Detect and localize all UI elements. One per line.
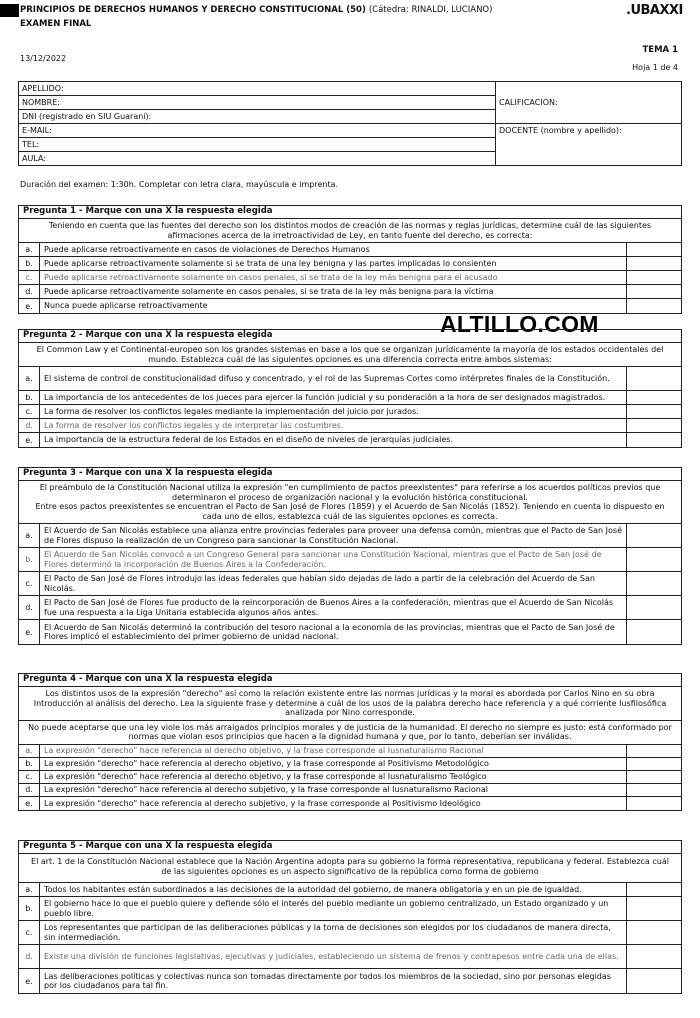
answer-box[interactable]: [627, 299, 681, 313]
option-letter: a.: [19, 367, 40, 390]
tema-label: TEMA 1: [642, 45, 678, 55]
option-text: El sistema de control de constitucionalidad difuso y concentrado, y el rol de las Supremas Cortes como intérpretes finales de la Constitución.: [40, 367, 627, 390]
question-1: [18, 205, 682, 314]
option-letter: d.: [19, 596, 40, 619]
option-text: El Acuerdo de San Nicolás convocó a un Congreso General para sancionar una Constitución Nacional, mientras que el Pacto de San José de Flores determinó la incorporación de Buenos Aires a la Confederación.: [40, 548, 627, 571]
option-letter: e.: [19, 433, 40, 447]
option-letter: b.: [19, 548, 40, 571]
answer-box[interactable]: [627, 797, 681, 810]
option-row: [19, 797, 681, 810]
option-letter: b.: [19, 257, 40, 270]
option-letter: d.: [19, 285, 40, 298]
question-text: Los distintos usos de la expresión "derecho" así como la relación existente entre las normas jurídicas y la moral es abordada por Carlos Nino en su obra Introducción al análisis del derecho. Lea la siguiente frase y determine a cuál de los usos de la palabra derecho hace referencia y a qué corriente Iusfilosófica analizada por Nino corresponde.: [19, 687, 681, 721]
answer-box[interactable]: [627, 285, 681, 298]
option-letter: e.: [19, 969, 40, 993]
option-letter: d.: [19, 945, 40, 968]
answer-box[interactable]: [627, 745, 681, 757]
option-row: [19, 969, 681, 993]
option-text: Las deliberaciones políticas y colectivas nunca son tomadas directamente por todos los miembros de la sociedad, sino por personas elegidas por los ciudadanos para tal fin.: [40, 969, 627, 993]
option-letter: a.: [19, 243, 40, 256]
option-row: [19, 243, 681, 257]
option-text: La expresión "derecho" hace referencia al derecho objetivo, y la frase corresponde al Positivismo Metodológico: [40, 758, 627, 770]
option-letter: b.: [19, 758, 40, 770]
option-row: [19, 285, 681, 299]
calificacion-field[interactable]: CALIFICACIÓN:: [496, 82, 682, 124]
option-text: Nunca puede aplicarse retroactivamente: [40, 299, 627, 313]
question-header: Pregunta 2 - Marque con una X la respuesta elegida: [19, 330, 681, 343]
question-text-part-2: Entre esos pactos preexistentes se encuentran el Pacto de San José de Flores (1859) y el Acuerdo de San Nicolás (1852). Teniendo en cuenta lo dispuesto en cada uno de ellos, establezca cuál de las siguientes opciones es correcta.: [35, 502, 665, 521]
question-header: Pregunta 3 - Marque con una X la respuesta elegida: [19, 468, 681, 481]
answer-box[interactable]: [627, 596, 681, 619]
question-3: [18, 467, 682, 645]
question-text: El art. 1 de la Constitución Nacional establece que la Nación Argentina adopta para su gobierno la forma representativa, republicana y federal. Establezca cuál de las siguientes opciones es un aspecto significativo de la república como forma de gobierno: [19, 854, 681, 883]
option-letter: c.: [19, 572, 40, 595]
answer-box[interactable]: [627, 758, 681, 770]
answer-box[interactable]: [627, 548, 681, 571]
option-row: [19, 596, 681, 620]
question-4: [18, 673, 682, 811]
option-text: Puede aplicarse retroactivamente solamente en casos penales, si se trata de la ley más benigna para la víctima: [40, 285, 627, 298]
email-field[interactable]: E-MAIL:: [19, 124, 496, 138]
answer-box[interactable]: [627, 405, 681, 418]
option-text: Puede aplicarse retroactivamente solamente en casos penales, si se trata de la ley más benigna para el acusado: [40, 271, 627, 284]
exam-type: EXAMEN FINAL: [20, 19, 92, 29]
option-text: Existe una división de funciones legislativas, ejecutivas y judiciales, estableciendo un sistema de frenos y contrapesos entre cada una de ellas.: [40, 945, 627, 968]
option-letter: c.: [19, 771, 40, 783]
option-row: [19, 758, 681, 771]
option-text: Puede aplicarse retroactivamente en casos de violaciones de Derechos Humanos: [40, 243, 627, 256]
answer-box[interactable]: [627, 771, 681, 783]
option-text: Todos los habitantes están subordinados a las decisiones de la autoridad del gobierno, de manera obligatoria y en un pie de igualdad.: [40, 883, 627, 896]
question-5: [18, 840, 682, 994]
option-row: [19, 784, 681, 797]
course-title: [20, 6, 580, 16]
answer-box[interactable]: [627, 419, 681, 432]
option-letter: c.: [19, 921, 40, 944]
duration-instructions: Duración del examen: 1:30h. Completar con letra clara, mayúscula e imprenta.: [20, 180, 339, 189]
answer-box[interactable]: [627, 921, 681, 944]
option-text: La expresión "derecho" hace referencia al derecho subjetivo, y la frase corresponde al Iusnaturalismo Racional: [40, 784, 627, 796]
option-text: La forma de resolver los conflictos legales mediante la implementación del juicio por jurados.: [40, 405, 627, 418]
answer-box[interactable]: [627, 433, 681, 447]
option-row: [19, 883, 681, 897]
option-text: La importancia de la estructura federal de los Estados en el diseño de niveles de jerarquías judiciales.: [40, 433, 627, 447]
page-number: Hoja 1 de 4: [632, 63, 678, 72]
option-row: [19, 897, 681, 921]
option-row: [19, 391, 681, 405]
option-row: [19, 572, 681, 596]
option-row: [19, 745, 681, 758]
answer-box[interactable]: [627, 271, 681, 284]
option-row: [19, 433, 681, 447]
question-header: Pregunta 5 - Marque con una X la respuesta elegida: [19, 841, 681, 854]
option-text: La forma de resolver los conflictos legales y de interpretar las costumbres.: [40, 419, 627, 432]
ubaxxi-logo: .UBAXXI: [626, 3, 683, 18]
option-row: [19, 921, 681, 945]
answer-box[interactable]: [627, 367, 681, 390]
course-name: PRINCIPIOS DE DERECHOS HUMANOS Y DERECHO CONSTITUCIONAL (50): [20, 5, 366, 15]
option-text: El Acuerdo de San Nicolás determinó la contribución del tesoro nacional a la economía de las provincias, mientras que el Pacto de San José de Flores implicó el establecimiento del primer gobierno de unidad nacional.: [40, 620, 627, 644]
answer-box[interactable]: [627, 620, 681, 644]
answer-box[interactable]: [627, 572, 681, 595]
option-letter: b.: [19, 897, 40, 920]
option-letter: c.: [19, 271, 40, 284]
apellido-field[interactable]: APELLIDO:: [19, 82, 496, 96]
option-text: El gobierno hace lo que el pueblo quiere y defiende sólo el interés del pueblo mediante un gobierno centralizado, un Estado organizado y un pueblo libre.: [40, 897, 627, 920]
answer-box[interactable]: [627, 897, 681, 920]
question-header: Pregunta 1 - Marque con una X la respuesta elegida: [19, 206, 681, 219]
option-letter: d.: [19, 784, 40, 796]
aula-field[interactable]: AULA:: [19, 152, 496, 166]
tel-field[interactable]: TEL:: [19, 138, 496, 152]
option-row: [19, 524, 681, 548]
option-text: El Pacto de San José de Flores introdujo las ideas federales que habían sido dejadas de lado a partir de la celebración del Acuerdo de San Nicolás.: [40, 572, 627, 595]
dni-field[interactable]: DNI (registrado en SIU Guaraní):: [19, 110, 496, 124]
option-letter: a.: [19, 524, 40, 547]
option-text: La expresión "derecho" hace referencia al derecho objetivo, y la frase corresponde al Iusnaturalismo Teológico: [40, 771, 627, 783]
altillo-watermark: ALTILLO.COM: [440, 311, 599, 337]
header-black-bar: [0, 4, 19, 17]
exam-date: 13/12/2022: [20, 54, 67, 63]
option-row: [19, 771, 681, 784]
option-row: [19, 257, 681, 271]
answer-box[interactable]: [627, 969, 681, 993]
answer-box[interactable]: [627, 784, 681, 796]
option-letter: a.: [19, 745, 40, 757]
answer-box[interactable]: [627, 243, 681, 256]
option-row: [19, 945, 681, 969]
option-text: Puede aplicarse retroactivamente solamente si se trata de una ley benigna y las partes implicadas lo consienten: [40, 257, 627, 270]
option-letter: e.: [19, 797, 40, 810]
option-text: La importancia de los antecedentes de los jueces para ejercer la función judicial y su ponderación a la hora de ser designados magistrados.: [40, 391, 627, 404]
answer-box[interactable]: [627, 391, 681, 404]
option-row: [19, 405, 681, 419]
option-letter: e.: [19, 620, 40, 644]
nombre-field[interactable]: NOMBRE:: [19, 96, 496, 110]
option-text: El Acuerdo de San Nicolás establece una alianza entre provincias federales para proveer una defensa común, mientras que el Pacto de San José de Flores dispuso la realización de un Congreso para sancionar la Constitución Nacional.: [40, 524, 627, 547]
option-row: [19, 620, 681, 644]
quoted-phrase: No puede aceptarse que una ley viole los más arraigados principios morales y de justicia de la humanidad. El derecho no siempre es justo: está conformado por normas que violan esos principios que hacen a la dignidad humana y que, por lo tanto, deberían ser inválidas.: [19, 721, 681, 745]
option-text: El Pacto de San José de Flores fue producto de la reincorporación de Buenos Aires a la confederación, mientras que el Acuerdo de San Nicolás fue una respuesta a la Liga Unitaria establecida algunos años antes.: [40, 596, 627, 619]
option-text: Los representantes que participan de las deliberaciones públicas y la toma de decisiones son elegidos por los ciudadanos de manera directa, sin intermediación.: [40, 921, 627, 944]
answer-box[interactable]: [627, 945, 681, 968]
option-letter: d.: [19, 419, 40, 432]
question-text: Teniendo en cuenta que las fuentes del derecho son los distintos modos de creación de las normas y reglas jurídicas, determine cuál de las siguientes afirmaciones acerca de la irretroactividad de Ley, en tanto fuente del derecho, es correcta:: [19, 219, 681, 243]
option-letter: c.: [19, 405, 40, 418]
option-letter: a.: [19, 883, 40, 896]
option-row: [19, 548, 681, 572]
option-letter: e.: [19, 299, 40, 313]
question-text: El Common Law y el Continental-europeo son los grandes sistemas en base a los que se organizan jurídicamente la mayoría de los estados occidentales del mundo. Establezca cuál de las siguientes opciones es una diferencia correcta entre ambos sistemas:: [19, 343, 681, 367]
option-row: [19, 419, 681, 433]
option-row: [19, 271, 681, 285]
question-header: Pregunta 4 - Marque con una X la respuesta elegida: [19, 674, 681, 687]
answer-box[interactable]: [627, 257, 681, 270]
docente-field[interactable]: DOCENTE (nombre y apellido):: [496, 124, 682, 166]
question-text-part-1: El preámbulo de la Constitución Nacional utiliza la expresión "en cumplimiento de pactos preexistentes" para referirse a los acuerdos políticos previos que determinaron el proceso de organización nacional y la evolución histórica constitucional.: [39, 483, 661, 502]
question-2: [18, 329, 682, 448]
answer-box[interactable]: [627, 883, 681, 896]
option-text: La expresión "derecho" hace referencia al derecho subjetivo, y la frase corresponde al Positivismo Ideológico: [40, 797, 627, 810]
question-text: [19, 481, 681, 524]
option-row: [19, 367, 681, 391]
catedra: (Cátedra: RINALDI, LUCIANO): [368, 5, 493, 15]
student-info-table: [18, 81, 682, 166]
option-text: La expresión "derecho" hace referencia al derecho objetivo, y la frase corresponde al Iusnaturalismo Racional: [40, 745, 627, 757]
answer-box[interactable]: [627, 524, 681, 547]
option-letter: b.: [19, 391, 40, 404]
